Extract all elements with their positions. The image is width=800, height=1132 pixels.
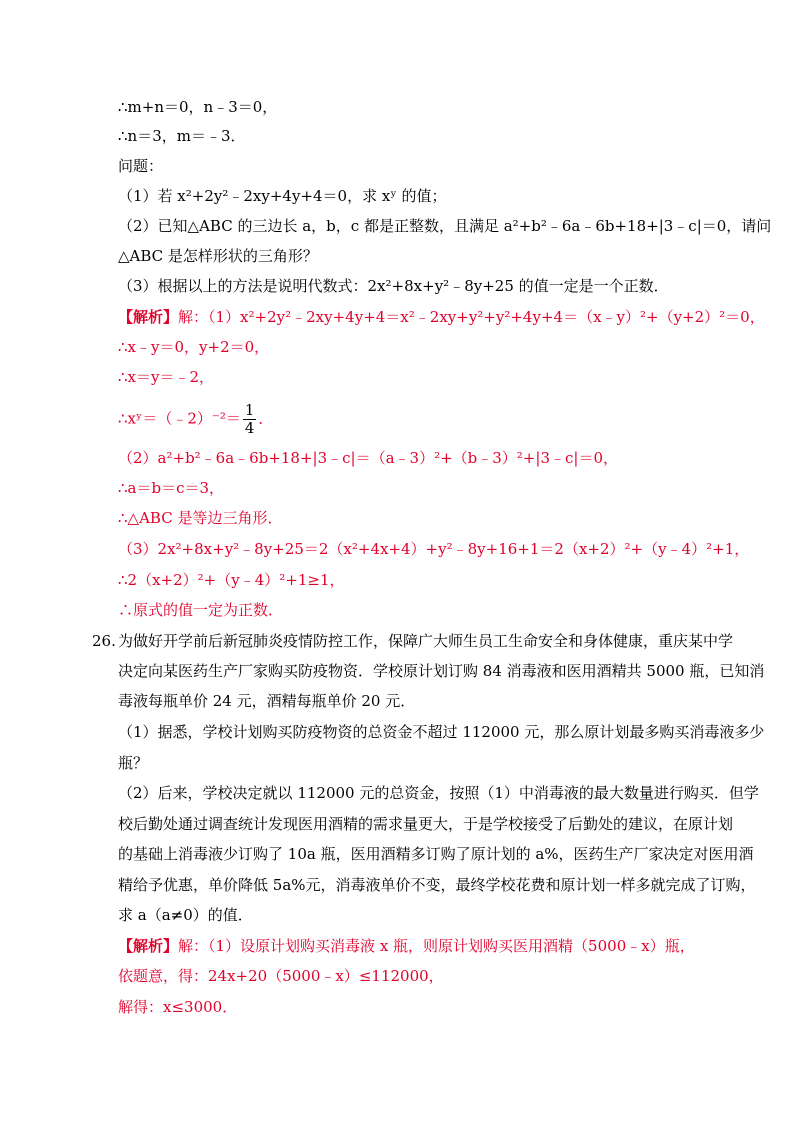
question-line: （2）后来，学校决定就以 112000 元的总资金，按照（1）中消毒液的最大数量进行购买．但学 xyxy=(118,784,759,802)
question-line: 的基础上消毒液少订购了 10a 瓶，医用酒精多订购了原计划的 a%，医药生产厂家决定对医用酒 xyxy=(118,845,754,863)
solution-line: ∴x﹣y＝0，y+2＝0， xyxy=(118,338,270,356)
solution-line xyxy=(118,306,765,328)
question-line: （1）据悉，学校计划购买防疫物资的总资金不超过 112000 元，那么原计划最多购买消毒液多少 xyxy=(118,723,765,741)
fraction-denominator: 4 xyxy=(244,419,255,437)
solution-text: 解：（1）x²+2y²﹣2xy+4y+4＝x²﹣2xy+y²+y²+4y+4＝（x﹣y）²+（y+2）²＝0， xyxy=(178,308,765,326)
solution-text: ∴xʸ＝（﹣2）⁻²＝ xyxy=(118,409,241,428)
solution-line: ∴原式的值一定为正数． xyxy=(118,601,284,619)
question-line: 决定向某医药生产厂家购买防疫物资．学校原计划订购 84 消毒液和医用酒精共 5000 瓶，已知消 xyxy=(118,662,765,680)
question-line: 毒液每瓶单价 24 元，酒精每瓶单价 20 元． xyxy=(118,692,416,710)
analysis-tag: 【解析】 xyxy=(118,937,179,955)
solution-line: 依题意，得：24x+20（5000﹣x）≤112000， xyxy=(118,967,444,985)
question-line: 精给予优惠，单价降低 5a%元，消毒液单价不变，最终学校花费和原计划一样多就完成了订购， xyxy=(118,876,756,894)
fraction xyxy=(243,402,257,437)
solution-line: （2）a²+b²﹣6a﹣6b+18+|3﹣c|＝（a﹣3）²+（b﹣3）²+|3﹣c|＝0， xyxy=(118,449,618,467)
solution-line: （3）2x²+8x+y²﹣8y+25＝2（x²+4x+4）+y²﹣8y+16+1＝2（x+2）²+（y﹣4）²+1， xyxy=(118,540,750,558)
solution-text: 解：（1）设原计划购买消毒液 x 瓶，则原计划购买医用酒精（5000﹣x）瓶， xyxy=(178,937,695,955)
solution-line: 解得：x≤3000． xyxy=(118,998,238,1016)
question-line: 求 a（a≠0）的值． xyxy=(118,906,253,924)
text-line: △ABC 是怎样形状的三角形？ xyxy=(118,247,318,265)
text-line: （2）已知△ABC 的三边长 a，b，c 都是正整数，且满足 a²+b²﹣6a﹣6b+18+|3﹣c|＝0，请问 xyxy=(118,217,772,235)
text-line: （1）若 x²+2y²﹣2xy+4y+4＝0，求 xʸ 的值； xyxy=(118,187,447,205)
solution-text: ． xyxy=(258,409,274,428)
text-line: ∴n＝3，m＝﹣3． xyxy=(118,127,246,145)
solution-line: ∴x＝y＝﹣2， xyxy=(118,368,215,386)
question-line: 瓶？ xyxy=(118,754,149,772)
fraction-numerator: 1 xyxy=(244,401,255,419)
solution-line xyxy=(118,402,696,437)
solution-line: ∴a＝b＝c＝3， xyxy=(118,479,225,497)
solution-line: ∴2（x+2）²+（y﹣4）²+1≥1， xyxy=(118,571,345,589)
solution-line xyxy=(118,935,696,957)
text-line: （3）根据以上的方法是说明代数式：2x²+8x+y²﹣8y+25 的值一定是一个正数． xyxy=(118,277,669,295)
solution-line: ∴△ABC 是等边三角形． xyxy=(118,509,283,527)
question-number: 26. xyxy=(92,632,116,650)
text-line: 问题： xyxy=(118,157,164,175)
question-line: 校后勤处通过调查统计发现医用酒精的需求量更大，于是学校接受了后勤处的建议，在原计划 xyxy=(118,815,734,833)
analysis-tag: 【解析】 xyxy=(118,308,179,326)
text-line: ∴m+n＝0，n﹣3＝0， xyxy=(118,98,278,116)
question-line: 为做好开学前后新冠肺炎疫情防控工作，保障广大师生员工生命安全和身体健康，重庆某中学 xyxy=(118,632,734,650)
